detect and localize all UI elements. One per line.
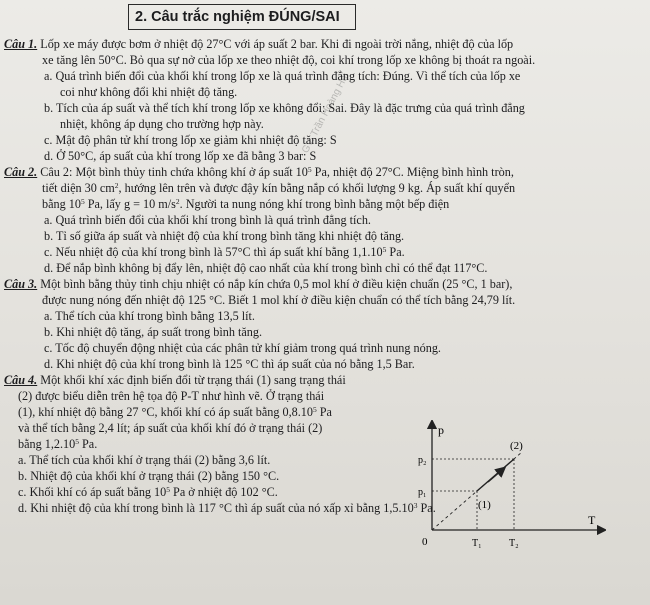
- question-3-option-c: c. Tốc độ chuyển động nhiệt của các phân tử khí giảm trong quá trình nung nóng.: [44, 341, 441, 355]
- question-1-option-a-cont: coi như không đổi khi nhiệt độ tăng.: [60, 85, 238, 99]
- question-2-text-3b: Pa, lấy g = 10 m/s: [84, 197, 176, 211]
- question-1-option-a: a. Quá trình biến đổi của khối khí trong lốp xe là quá trình đẳng tích: Đúng. Vì thể tích của lốp xe: [44, 69, 521, 83]
- exponent: 5: [312, 405, 317, 414]
- question-4-option-d-unit: Pa.: [417, 501, 436, 515]
- question-4-option-c: [4, 484, 404, 500]
- exponent: 5: [166, 485, 170, 494]
- t-axis-label: T: [588, 513, 596, 527]
- exponent: 2: [175, 197, 180, 206]
- question-3-label: Câu 3.: [4, 277, 38, 291]
- question-2-text-1b: Pa, nhiệt độ 27°C. Miệng bình hình tròn,: [311, 165, 514, 179]
- pt-diagram: [413, 420, 606, 558]
- question-3-option-b: b. Khi nhiệt độ tăng, áp suất trong bình tăng.: [44, 325, 262, 339]
- question-1-text-1: Lốp xe máy được bơm ở nhiệt độ 27°C với áp suất 2 bar. Khi đi ngoài trời nắng, nhiệt độ của lốp: [40, 37, 514, 51]
- exponent: 2: [114, 181, 119, 190]
- question-4-text-2: (2) được biểu diễn trên hệ tọa độ P-T như hình vẽ. Ở trạng thái: [18, 389, 325, 403]
- exponent: 5: [80, 197, 85, 206]
- p-axis-label: p: [438, 423, 444, 437]
- state-1-label: (1): [478, 499, 491, 511]
- question-4-option-b: b. Nhiệt độ của khối khí ở trạng thái (2) bằng 150 °C.: [18, 469, 280, 483]
- question-2-text-3c: . Người ta nung nóng khí trong bình bằng một bếp điện: [179, 197, 450, 211]
- question-2-option-c: [4, 244, 644, 260]
- exponent: 5: [75, 437, 79, 446]
- question-1-option-d: d. Ở 50°C, áp suất của khí trong lốp xe đã bằng 3 bar: S: [44, 149, 317, 163]
- state-2-label: (2): [510, 440, 523, 452]
- exponent: 5: [382, 245, 387, 254]
- question-4-option-d-text: d. Khi nhiệt độ của khí trong bình là 117 °C thì áp suất của nó xấp xỉ bằng 1,5.10: [18, 501, 414, 515]
- question-4-stem: [4, 372, 404, 500]
- question-4-option-a: a. Thể tích của khối khí ở trạng thái (2) bằng 3,6 lít.: [18, 453, 271, 467]
- question-2-line-3: [4, 196, 644, 212]
- p2-label: p₂: [418, 455, 427, 466]
- p1-label: p₁: [418, 487, 427, 498]
- question-2-text-2b: , hướng lên trên và được đậy kín bằng nắp có khối lượng 9 kg. Áp suất khí quyển: [118, 181, 516, 195]
- exponent: 5: [307, 165, 312, 174]
- question-4-text-4: và thể tích bằng 2,4 lít; áp suất của khối khí đó ở trạng thái (2): [18, 421, 323, 435]
- question-3-text-2: được nung nóng đến nhiệt độ 125 °C. Biết 1 mol khí ở điều kiện chuẩn có thể tích bằng 24,79 lít.: [42, 293, 516, 307]
- watermark: GV. Trần Hoàng Hải: [300, 71, 352, 156]
- question-4-line-1: [4, 372, 404, 388]
- question-1-option-b-cont: nhiệt, không áp dụng cho trường hợp này.: [60, 117, 264, 131]
- question-3-option-a: a. Thể tích của khí trong bình bằng 13,5 lít.: [44, 309, 255, 323]
- question-1-option-b: b. Tích của áp suất và thể tích khí trong lốp xe không đổi: Sai. Đây là đặc trưng của quá trình đẳng: [44, 101, 525, 115]
- question-1-option-c: c. Mật độ phân tử khí trong lốp xe giảm khi nhiệt độ tăng: S: [44, 133, 337, 147]
- question-4-text-3a: (1), khí nhiệt độ bằng 27 °C, khối khí có áp suất bằng 0,8.10: [18, 405, 313, 419]
- t1-label: T₁: [472, 538, 482, 549]
- question-2-option-b: b. Tỉ số giữa áp suất và nhiệt độ của khí trong bình tăng khi nhiệt độ tăng.: [44, 229, 405, 243]
- question-2-line-1: [4, 164, 644, 180]
- question-4-text-1: Một khối khí xác định biến đổi từ trạng thái (1) sang trạng thái: [40, 373, 346, 387]
- question-3-line-1: [4, 276, 644, 292]
- process-arrow: [488, 470, 502, 482]
- question-3-option-d: d. Khi nhiệt độ của khí trong bình là 125 °C thì áp suất của nó bằng 1,5 Bar.: [44, 357, 415, 371]
- question-2-text-3a: bằng 10: [42, 197, 81, 211]
- question-4-text-5a: bằng 1,2.10: [18, 437, 76, 451]
- question-2-text-1a: Câu 2: Một bình thủy tinh chứa không khí ở áp suất 10: [40, 165, 308, 179]
- question-2-option-d: d. Để nắp bình không bị đẩy lên, nhiệt độ cao nhất của khí trong bình chỉ có thể đạt 117°C.: [44, 261, 488, 275]
- question-4-text-3b: Pa: [316, 405, 332, 419]
- question-2-text-2a: tiết diện 30 cm: [42, 181, 115, 195]
- section-title: 2. Câu trắc nghiệm ĐÚNG/SAI: [128, 4, 356, 30]
- question-2-option-a: a. Quá trình biến đổi của khối khí trong bình là quá trình đẳng tích.: [44, 213, 371, 227]
- question-4-label: Câu 4.: [4, 373, 38, 387]
- question-1-text-2: xe tăng lên 50°C. Bỏ qua sự nở của lốp xe theo nhiệt độ, coi khí trong lốp xe không bị thoát ra ngoài.: [42, 53, 536, 67]
- question-4-option-c-text: c. Khối khí có áp suất bằng 10: [18, 485, 167, 499]
- question-1-line-1: [4, 36, 644, 52]
- question-1-label: Câu 1.: [4, 37, 38, 51]
- question-3-text-1: Một bình bằng thủy tinh chịu nhiệt có nắp kín chứa 0,5 mol khí ở điều kiện chuẩn (25 °C, 1 bar),: [40, 277, 513, 291]
- question-2-option-c-text: c. Nếu nhiệt độ của khí trong bình là 57°C thì áp suất khí bằng 1,1.10: [44, 245, 383, 259]
- t2-label: T₂: [509, 538, 519, 549]
- question-2-option-c-unit: Pa.: [386, 245, 405, 259]
- question-4-line-3: [4, 404, 404, 420]
- question-4-line-5: [4, 436, 404, 452]
- question-4-option-c-unit: Pa ở nhiệt độ 102 °C.: [170, 485, 278, 499]
- exponent: 3: [413, 501, 418, 510]
- question-2-label: Câu 2.: [4, 165, 38, 179]
- question-4-text-5b: Pa.: [78, 437, 98, 451]
- question-2-line-2: [4, 180, 644, 196]
- origin-label: 0: [422, 536, 428, 548]
